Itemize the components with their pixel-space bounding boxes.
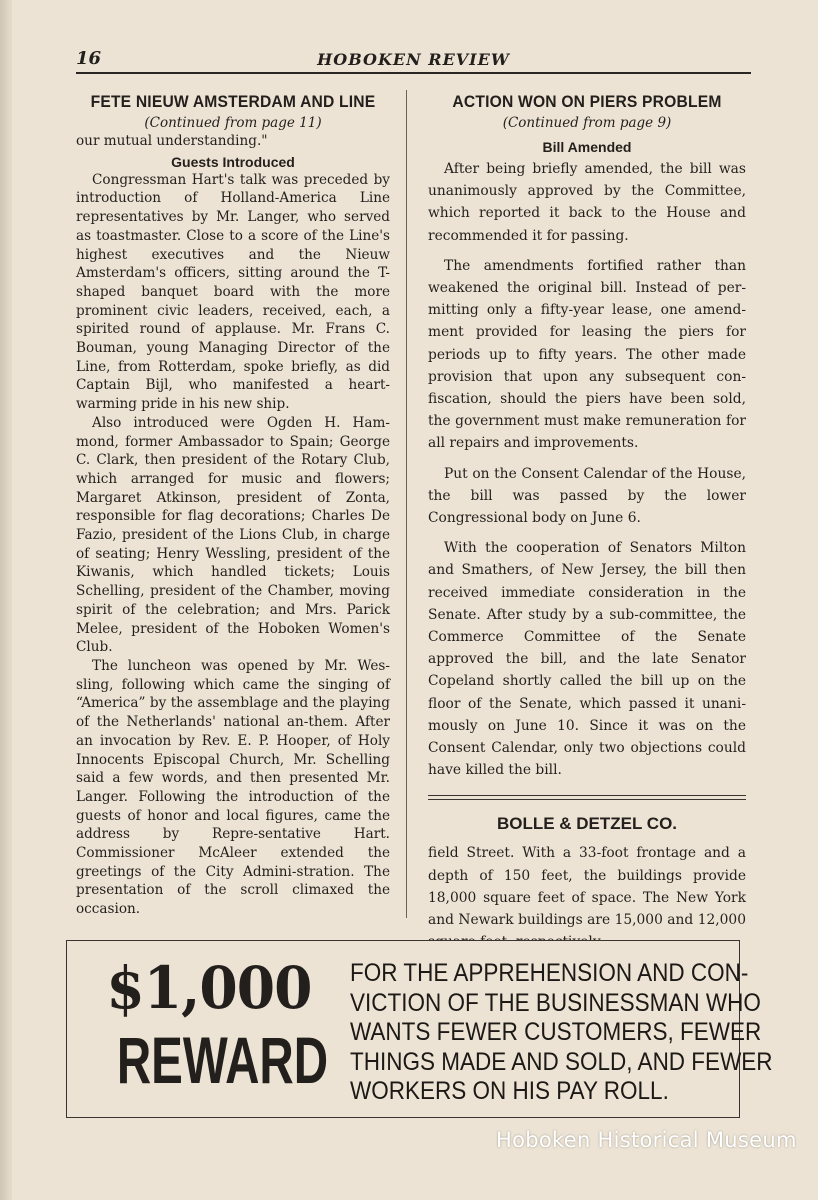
reward-amount: $1,000 <box>106 954 312 1022</box>
reward-text-line: WORKERS ON HIS PAY ROLL. <box>350 1077 669 1105</box>
left-continued-note: (Continued from page 11) <box>144 115 322 131</box>
reward-text-line: FOR THE APPREHENSION AND CON- <box>350 959 749 987</box>
column-divider <box>406 90 407 918</box>
left-article-title: FETE NIEUW AMSTERDAM AND LINE <box>90 92 376 111</box>
reward-advertisement <box>66 940 773 1118</box>
page-number: 16 <box>76 48 102 69</box>
right-paragraph: The amendments fortified rather than weakened the original bill. Instead of per-mitting only a fifty-year lease, one amend-ment provided for leasing the piers for periods up to fifty years. The other made provision that upon any subsequent con-fiscation, should the piers have been sold, the government must make remuneration for all repairs and improvements. <box>428 257 746 452</box>
left-paragraph: The luncheon was opened by Mr. Wes-sling, following which came the singing of “America” by the assemblage and the playing of the Netherlands' national an-them. After an invocation by Rev. E. P. Hooper, of Holy Innocents Episcopal Church, Mr. Schelling said a few words, and then presented Mr. Langer. Following the introduction of the guests of honor and local figures, came the address by Repre-sentative Hart. Commissioner McAleer extended the greetings of the City Admini-stration. The presentation of the scroll climaxed the occasion. <box>76 657 390 918</box>
running-header <box>76 46 751 74</box>
right-paragraph: Put on the Consent Calendar of the House, the bill was passed by the lower Congressional body on June 6. <box>428 465 746 527</box>
museum-watermark: Hoboken Historical Museum <box>496 1128 797 1152</box>
right-paragraph: With the cooperation of Senators Milton and Smathers, of New Jersey, the bill then received immediate consideration in the Senate. After study by a sub-committee, the Commerce Committee of the Senate approved the bill, and the late Senator Copeland shortly called the bill up on the floor of the Senate, which passed it unani-mously on June 10. Since it was on the Consent Calendar, only two objections could have killed the bill. <box>428 540 746 779</box>
page-edge <box>0 0 12 1200</box>
reward-text-line: WANTS FEWER CUSTOMERS, FEWER <box>350 1018 762 1046</box>
right-subhead: Bill Amended <box>542 139 632 155</box>
reward-text-line: VICTION OF THE BUSINESSMAN WHO <box>350 988 761 1017</box>
left-subhead: Guests Introduced <box>171 153 295 170</box>
right-continued-note: (Continued from page 9) <box>502 115 672 131</box>
bolle-text: field Street. With a 33-foot frontage and a depth of 150 feet, the buildings provide 18,000 square feet of space. The New York and Newark buildings are 15,000 and 12,000 <box>428 845 746 929</box>
left-paragraph: Also introduced were Ogden H. Ham-mond, former Ambassador to Spain; George C. Clark, then president of the Rotary Club, which arranged for music and flowers; Margaret Atkinson, president of Zonta, responsible for flag decorations; Charles De Fazio, president of the Lions Club, in charge of seating; Henry Wessling, president of the Kiwanis, which handled tickets; Louis Schelling, president of the Chamber, moving spirit of the celebration; and Mrs. Parick Melee, president of the Hoboken Women's Club. <box>76 414 390 656</box>
bolle-title: BOLLE & DETZEL CO. <box>496 814 678 834</box>
right-article <box>428 92 746 954</box>
left-article <box>76 92 390 919</box>
right-article-title: ACTION WON ON PIERS PROBLEM <box>452 92 722 111</box>
reward-text-line: THINGS MADE AND SOLD, AND FEWER <box>350 1047 773 1076</box>
left-opening-line: our mutual understanding." <box>76 133 268 149</box>
right-paragraph: After being briefly amended, the bill was unanimously approved by the Committee, which reported it back to the House and recommended it for passing. <box>428 161 746 244</box>
section-separator <box>428 795 746 800</box>
publication-title: HOBOKEN REVIEW <box>317 50 510 69</box>
left-paragraph: Congressman Hart's talk was preceded by introduction of Holland-America Line representatives by Mr. Langer, who served as toastmaster. Close to a score of the Line's highest executives and the Nieuw Amsterdam's officers, sitting around the T-shaped banquet board with the more prominent civic leaders, received, each, a spirited round of applause. Mr. Frans C. Bouman, young Managing Director of the Line, from Rotterdam, spoke briefly, as did Captain Bijl, who manifested a heart-warming pride in his new ship. <box>76 171 390 413</box>
reward-text <box>350 959 773 1107</box>
reward-word: REWARD <box>116 1023 329 1097</box>
